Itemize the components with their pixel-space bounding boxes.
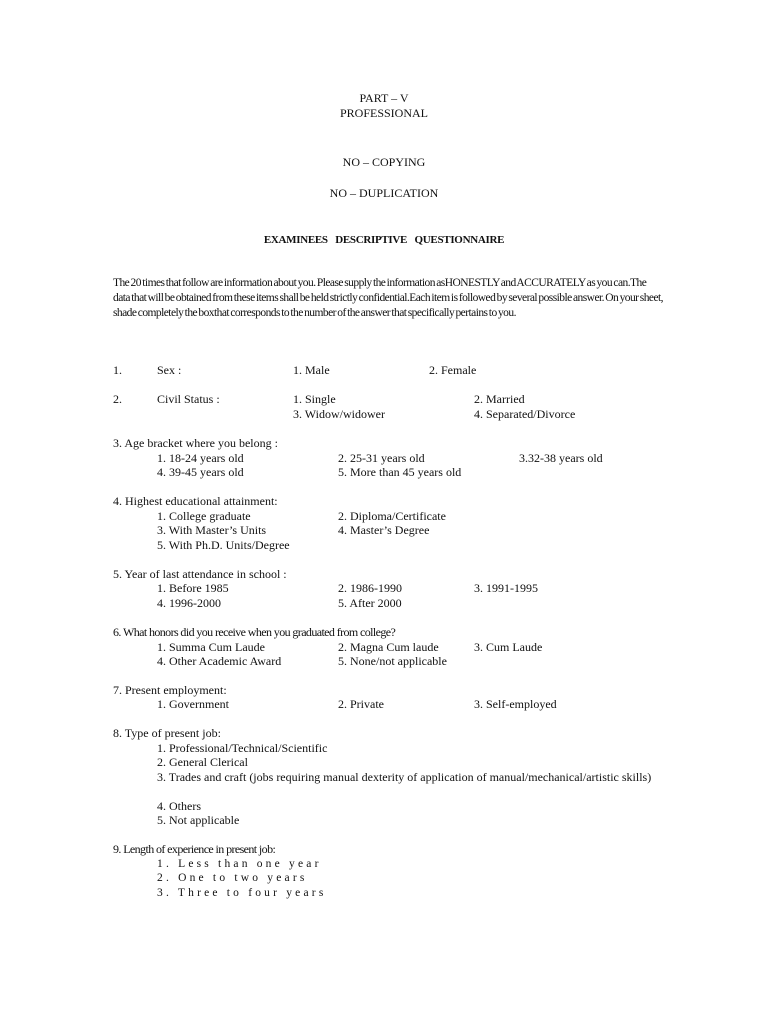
q3-option-2: 2. 25-31 years old xyxy=(338,451,425,465)
q1-option-2: 2. Female xyxy=(429,363,477,377)
q7-option-1: 1. Government xyxy=(157,697,229,711)
q6-label: 6. What honors did you receive when you graduated from college? xyxy=(113,625,396,639)
q6-option-3: 3. Cum Laude xyxy=(474,640,543,654)
q4-option-5: 5. With Ph.D. Units/Degree xyxy=(157,538,290,552)
section-heading: PROFESSIONAL xyxy=(339,106,429,120)
q8-option-4: 4. Others xyxy=(157,799,201,813)
q2-number: 2. xyxy=(113,392,122,406)
q6-option-1: 1. Summa Cum Laude xyxy=(157,640,265,654)
q4-option-1: 1. College graduate xyxy=(157,509,251,523)
q2-label: Civil Status : xyxy=(157,392,220,406)
q1-label: Sex : xyxy=(157,363,182,377)
q6-option-5: 5. None/not applicable xyxy=(338,654,447,668)
q7-option-2: 2. Private xyxy=(338,697,384,711)
intro-paragraph: The 20 times that follow are information about you. Please supply the information asHONESTLY and ACCURATELY as you can.The data that will be obtained from these items shall be held strictly confidential.Each item is followed by several possible answer. On your sheet, shade completely the boxthat corresponds to the number of the answer that specifically pertains to you. xyxy=(113,277,663,319)
q4-option-4: 4. Master’s Degree xyxy=(338,523,430,537)
q7-label: 7. Present employment: xyxy=(113,683,227,697)
q3-option-1: 1. 18-24 years old xyxy=(157,451,244,465)
no-duplication-notice: NO – DUPLICATION xyxy=(329,186,439,200)
q5-option-1: 1. Before 1985 xyxy=(157,581,229,595)
q2-option-3: 3. Widow/widower xyxy=(293,407,385,421)
q5-option-5: 5. After 2000 xyxy=(338,596,402,610)
q8-option-3: 3. Trades and craft (jobs requiring manual dexterity of application of manual/mechanical/artistic skills) xyxy=(157,770,652,784)
q2-option-1: 1. Single xyxy=(293,392,336,406)
q5-label: 5. Year of last attendance in school : xyxy=(113,567,287,581)
q4-option-3: 3. With Master’s Units xyxy=(157,523,267,537)
part-heading: PART – V xyxy=(359,91,409,105)
q8-label: 8. Type of present job: xyxy=(113,726,221,740)
q3-option-4: 4. 39-45 years old xyxy=(157,465,244,479)
no-copying-notice: NO – COPYING xyxy=(342,155,426,169)
q7-option-3: 3. Self-employed xyxy=(474,697,557,711)
q8-option-1: 1. Professional/Technical/Scientific xyxy=(157,741,328,755)
q1-number: 1. xyxy=(113,363,122,377)
document-title: EXAMINEES DESCRIPTIVE QUESTIONNAIRE xyxy=(263,234,505,246)
q2-option-4: 4. Separated/Divorce xyxy=(474,407,576,421)
q3-option-3: 3.32-38 years old xyxy=(519,451,603,465)
q9-option-3: 3. Three to four years xyxy=(157,887,327,899)
q6-option-4: 4. Other Academic Award xyxy=(157,654,282,668)
q4-label: 4. Highest educational attainment: xyxy=(113,494,278,508)
q4-option-2: 2. Diploma/Certificate xyxy=(338,509,446,523)
q8-option-5: 5. Not applicable xyxy=(157,813,240,827)
q1-option-1: 1. Male xyxy=(293,363,330,377)
q6-option-2: 2. Magna Cum laude xyxy=(338,640,439,654)
q5-option-4: 4. 1996-2000 xyxy=(157,596,221,610)
q5-option-3: 3. 1991-1995 xyxy=(474,581,538,595)
q9-label: 9. Length of experience in present job: xyxy=(113,842,276,856)
q3-label: 3. Age bracket where you belong : xyxy=(113,436,278,450)
q8-option-2: 2. General Clerical xyxy=(157,755,248,769)
q9-option-2: 2. One to two years xyxy=(157,872,308,884)
q5-option-2: 2. 1986-1990 xyxy=(338,581,402,595)
q2-option-2: 2. Married xyxy=(474,392,525,406)
q9-option-1: 1. Less than one year xyxy=(157,858,322,870)
q3-option-5: 5. More than 45 years old xyxy=(338,465,462,479)
